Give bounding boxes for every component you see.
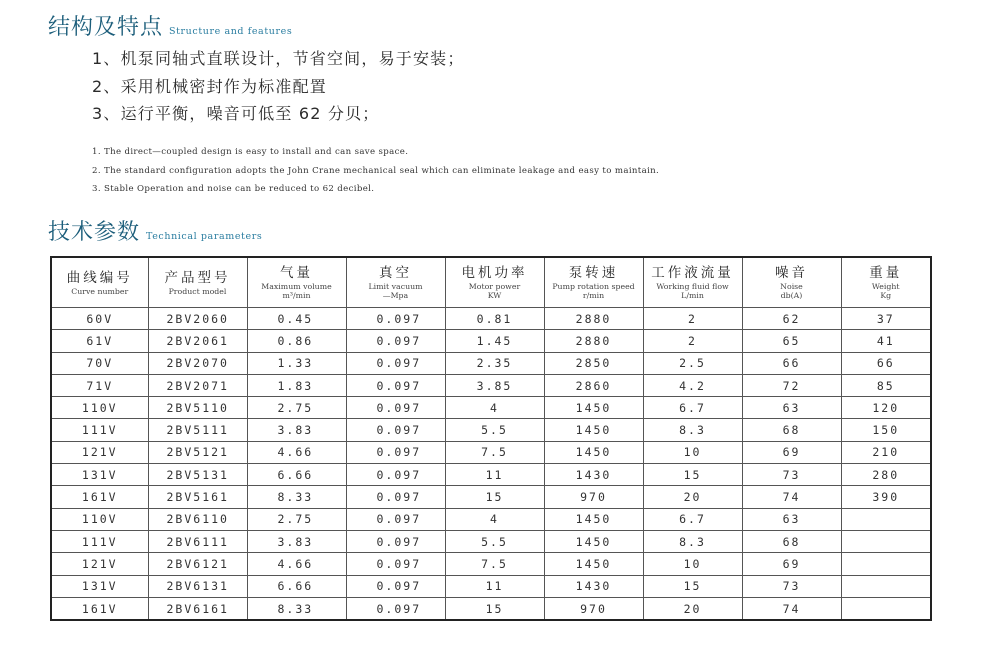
table-cell: 2880 — [544, 308, 643, 330]
column-header — [148, 257, 247, 308]
table-cell: 1450 — [544, 553, 643, 575]
table-cell: 2BV2060 — [148, 308, 247, 330]
table-cell: 62 — [742, 308, 841, 330]
column-header — [247, 257, 346, 308]
column-header — [544, 257, 643, 308]
feature-en-item: 1. The direct—coupled design is easy to install and can save space. — [92, 147, 409, 157]
table-cell: 0.097 — [346, 352, 445, 374]
table-cell: 2BV6111 — [148, 530, 247, 552]
table-cell: 70V — [51, 352, 148, 374]
table-cell: 1450 — [544, 441, 643, 463]
table-cell — [841, 508, 931, 530]
table-cell: 121V — [51, 553, 148, 575]
table-cell: 63 — [742, 508, 841, 530]
table-row — [51, 486, 931, 508]
table-cell: 110V — [51, 508, 148, 530]
table-cell: 2BV5161 — [148, 486, 247, 508]
table-cell: 2.35 — [445, 352, 544, 374]
table-cell: 8.3 — [643, 530, 742, 552]
column-header-zh: 曲线编号 — [66, 269, 133, 286]
structure-title-zh: 结构及特点 — [48, 15, 164, 40]
table-cell: 970 — [544, 597, 643, 620]
column-header-zh: 噪音 — [775, 265, 808, 281]
table-cell: 1.33 — [247, 352, 346, 374]
column-header-en: Maximum volume — [261, 282, 332, 291]
table-cell: 8.33 — [247, 486, 346, 508]
table-cell: 0.097 — [346, 308, 445, 330]
table-cell: 2BV5110 — [148, 397, 247, 419]
table-cell: 0.097 — [346, 486, 445, 508]
table-cell: 110V — [51, 397, 148, 419]
table-cell: 2BV2070 — [148, 352, 247, 374]
table-cell: 72 — [742, 374, 841, 396]
table-cell: 7.5 — [445, 441, 544, 463]
table-cell: 73 — [742, 464, 841, 486]
structure-title-en: Structure and features — [169, 26, 293, 37]
technical-title-zh: 技术参数 — [48, 220, 141, 245]
features-list-en — [92, 146, 659, 202]
table-cell: 68 — [742, 419, 841, 441]
technical-heading — [48, 215, 262, 246]
feature-zh-item: 1、机泵同轴式直联设计，节省空间，易于安装； — [92, 49, 465, 68]
column-header-en: m³/min — [282, 291, 311, 300]
table-cell: 66 — [742, 352, 841, 374]
table-cell: 2.75 — [247, 508, 346, 530]
table-cell: 85 — [841, 374, 931, 396]
table-cell: 121V — [51, 441, 148, 463]
column-header — [643, 257, 742, 308]
column-header-en: KW — [487, 291, 502, 300]
table-cell: 280 — [841, 464, 931, 486]
table-row — [51, 308, 931, 330]
table-cell: 2860 — [544, 374, 643, 396]
table-cell: 1430 — [544, 575, 643, 597]
column-header-en: Working fluid flow — [656, 282, 729, 291]
table-cell: 2BV6161 — [148, 597, 247, 620]
column-header-en: Pump rotation speed — [552, 282, 635, 291]
table-cell: 0.097 — [346, 553, 445, 575]
table-cell: 10 — [643, 441, 742, 463]
feature-en-item: 3. Stable Operation and noise can be reduced to 62 decibel. — [92, 184, 375, 194]
table-cell: 74 — [742, 597, 841, 620]
table-cell: 6.7 — [643, 397, 742, 419]
table-row — [51, 553, 931, 575]
table-cell: 1450 — [544, 530, 643, 552]
table-cell: 150 — [841, 419, 931, 441]
table-cell: 8.3 — [643, 419, 742, 441]
table-cell — [841, 530, 931, 552]
table-cell: 74 — [742, 486, 841, 508]
column-header-zh: 工作液流量 — [651, 265, 734, 281]
table-cell — [841, 575, 931, 597]
table-cell: 2BV6131 — [148, 575, 247, 597]
table-cell: 15 — [643, 575, 742, 597]
features-list-zh — [92, 48, 465, 131]
table-cell: 61V — [51, 330, 148, 352]
column-header-en: Noise — [780, 282, 803, 291]
table-cell: 66 — [841, 352, 931, 374]
table-row — [51, 597, 931, 620]
column-header-en: Limit vacuum — [368, 282, 423, 291]
table-cell: 11 — [445, 464, 544, 486]
table-cell: 3.85 — [445, 374, 544, 396]
table-cell: 1450 — [544, 419, 643, 441]
table-cell: 2 — [643, 308, 742, 330]
table-cell: 6.66 — [247, 575, 346, 597]
table-cell: 71V — [51, 374, 148, 396]
table-cell: 69 — [742, 441, 841, 463]
table-cell: 15 — [445, 597, 544, 620]
table-cell: 5.5 — [445, 419, 544, 441]
feature-zh-item: 3、运行平衡，噪音可低至 62 分贝； — [92, 104, 380, 123]
table-cell: 2.75 — [247, 397, 346, 419]
technical-parameters-table — [50, 256, 932, 621]
table-cell: 41 — [841, 330, 931, 352]
table-header-row — [51, 257, 931, 308]
column-header-zh: 泵转速 — [568, 265, 619, 281]
column-header-en: r/min — [582, 291, 605, 300]
table-cell: 2BV5111 — [148, 419, 247, 441]
column-header-zh: 真空 — [379, 265, 412, 281]
table-cell: 120 — [841, 397, 931, 419]
column-header-zh: 重量 — [869, 265, 903, 281]
table-cell: 4.66 — [247, 441, 346, 463]
column-header-en: Kg — [880, 291, 892, 300]
table-cell: 131V — [51, 464, 148, 486]
table-cell: 2850 — [544, 352, 643, 374]
table-row — [51, 352, 931, 374]
table-cell: 2BV6121 — [148, 553, 247, 575]
table-cell: 2BV6110 — [148, 508, 247, 530]
column-header — [346, 257, 445, 308]
table-cell: 15 — [643, 464, 742, 486]
table-cell: 6.66 — [247, 464, 346, 486]
table-cell: 0.097 — [346, 508, 445, 530]
table-cell: 131V — [51, 575, 148, 597]
column-header-en: Product model — [168, 286, 227, 296]
column-header — [841, 257, 931, 308]
table-cell: 5.5 — [445, 530, 544, 552]
table-cell: 65 — [742, 330, 841, 352]
table-cell: 2BV2061 — [148, 330, 247, 352]
table-cell: 4 — [445, 508, 544, 530]
table-cell: 8.33 — [247, 597, 346, 620]
column-header-en: db(A) — [780, 291, 803, 300]
table-cell: 2880 — [544, 330, 643, 352]
table-cell: 63 — [742, 397, 841, 419]
table-cell: 1.83 — [247, 374, 346, 396]
column-header — [445, 257, 544, 308]
table-cell: 0.097 — [346, 419, 445, 441]
column-header-zh: 气量 — [280, 265, 313, 281]
table-row — [51, 441, 931, 463]
table-cell: 2 — [643, 330, 742, 352]
table-row — [51, 464, 931, 486]
table-cell: 0.097 — [346, 464, 445, 486]
table-cell: 0.097 — [346, 441, 445, 463]
table-cell: 7.5 — [445, 553, 544, 575]
table-cell: 2.5 — [643, 352, 742, 374]
table-row — [51, 330, 931, 352]
table-row — [51, 575, 931, 597]
table-cell: 73 — [742, 575, 841, 597]
column-header-en: Curve number — [71, 286, 129, 296]
table-cell — [841, 597, 931, 620]
table-body — [51, 308, 931, 621]
table-cell: 0.097 — [346, 330, 445, 352]
structure-heading — [48, 10, 292, 41]
table-row — [51, 374, 931, 396]
table-cell: 3.83 — [247, 419, 346, 441]
table-cell: 1.45 — [445, 330, 544, 352]
table-cell: 111V — [51, 419, 148, 441]
table-row — [51, 419, 931, 441]
table-cell: 970 — [544, 486, 643, 508]
table-cell: 20 — [643, 486, 742, 508]
table-cell: 390 — [841, 486, 931, 508]
table-cell: 1450 — [544, 397, 643, 419]
table-cell: 6.7 — [643, 508, 742, 530]
table-cell: 2BV5131 — [148, 464, 247, 486]
table-cell: 210 — [841, 441, 931, 463]
table-cell: 60V — [51, 308, 148, 330]
table-row — [51, 530, 931, 552]
column-header-en: —Mpa — [382, 291, 409, 300]
table-cell: 0.097 — [346, 575, 445, 597]
table-cell: 2BV5121 — [148, 441, 247, 463]
table-cell: 4.66 — [247, 553, 346, 575]
column-header-en: L/min — [681, 291, 704, 300]
column-header — [742, 257, 841, 308]
column-header-zh: 产品型号 — [164, 269, 231, 286]
table-cell: 10 — [643, 553, 742, 575]
table-cell: 0.86 — [247, 330, 346, 352]
table-cell: 20 — [643, 597, 742, 620]
table-cell: 0.097 — [346, 397, 445, 419]
column-header — [51, 257, 148, 308]
table-cell: 69 — [742, 553, 841, 575]
table-cell: 0.45 — [247, 308, 346, 330]
table-cell: 1430 — [544, 464, 643, 486]
table-cell: 0.097 — [346, 530, 445, 552]
table-row — [51, 508, 931, 530]
table-cell: 4.2 — [643, 374, 742, 396]
table-cell: 11 — [445, 575, 544, 597]
table-cell: 3.83 — [247, 530, 346, 552]
table-cell: 1450 — [544, 508, 643, 530]
table-cell — [841, 553, 931, 575]
table-cell: 111V — [51, 530, 148, 552]
table-cell: 0.097 — [346, 597, 445, 620]
feature-en-item: 2. The standard configuration adopts the John Crane mechanical seal which can eliminate leakage and easy to maintain. — [92, 165, 660, 176]
table-row — [51, 397, 931, 419]
table-cell: 0.097 — [346, 374, 445, 396]
table-cell: 37 — [841, 308, 931, 330]
column-header-zh: 电机功率 — [461, 265, 528, 281]
table-cell: 0.81 — [445, 308, 544, 330]
table-cell: 68 — [742, 530, 841, 552]
technical-title-en: Technical parameters — [146, 231, 263, 242]
table-cell: 15 — [445, 486, 544, 508]
table-cell: 161V — [51, 486, 148, 508]
table-cell: 2BV2071 — [148, 374, 247, 396]
table-cell: 4 — [445, 397, 544, 419]
table-cell: 161V — [51, 597, 148, 620]
column-header-en: Weight — [871, 282, 900, 291]
column-header-en: Motor power — [468, 282, 521, 291]
feature-zh-item: 2、采用机械密封作为标准配置 — [92, 76, 327, 96]
